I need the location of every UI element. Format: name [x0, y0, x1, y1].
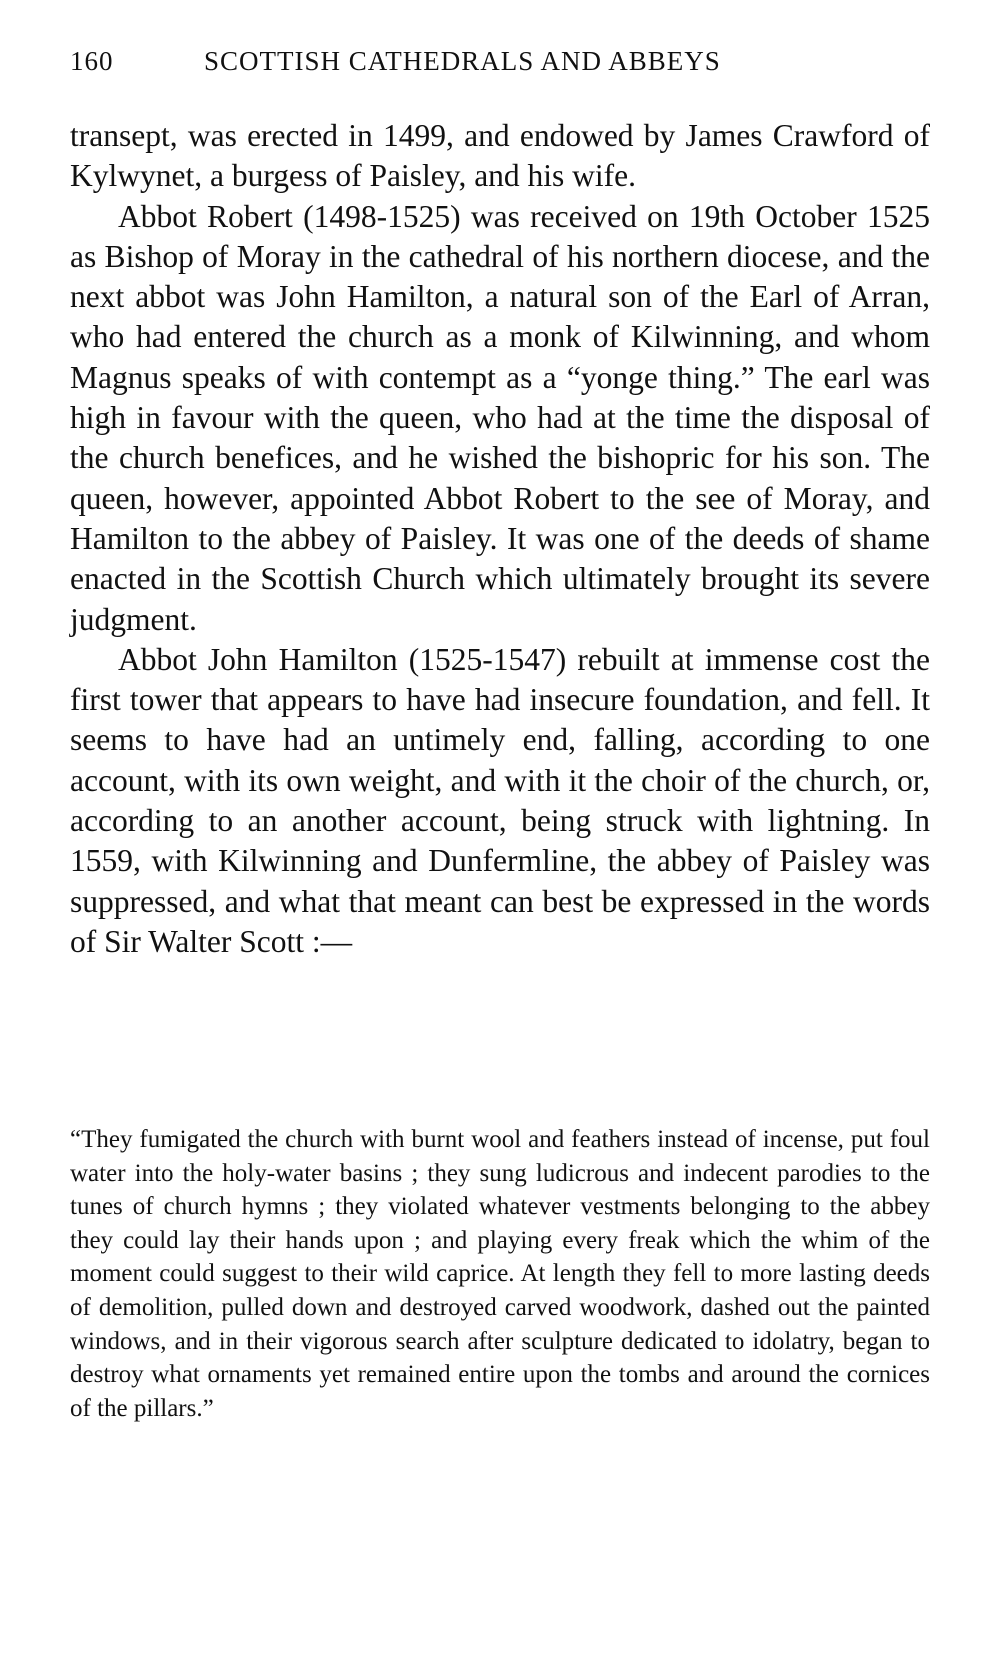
quotation-text: “They fumigated the church with burnt wool and feathers instead of incense, put foul water into the holy-water basins ; they sung ludicrous and indecent parodies to the tunes of church hymns ; they violated whatever vestments belonging to the abbey they could lay their hands upon ; and playing every freak which the whim of the moment could suggest to their wild caprice. At length they fell to more lasting deeds of demolition, pulled down and destroyed carved woodwork, dashed out the painted windows, and in their vigorous search after sculpture dedicated to idolatry, began to destroy what ornaments yet remained entire upon the tombs and around the cornices of the pillars.” [70, 1126, 930, 1422]
running-head [70, 46, 940, 86]
main-text [70, 116, 930, 962]
block-quotation [70, 1123, 930, 1425]
paragraph-abbot-john-hamilton: Abbot John Hamilton (1525-1547) rebuilt at immense cost the first tower that appears to have had insecure foundation, and fell. It seems to have had an untimely end, falling, according to one account, with its own weight, and with it the choir of the church, or, according to an another account, being struck with lightning. In 1559, with Kilwinning and Dunfermline, the abbey of Paisley was suppressed, and what that meant can best be expressed in the words of Sir Walter Scott :— [70, 641, 930, 959]
page-number: 160 [70, 46, 114, 76]
paragraph-abbot-robert: Abbot Robert (1498-1525) was received on 19th October 1525 as Bishop of Moray in the cathedral of his northern diocese, and the next abbot was John Hamilton, a natural son of the Earl of Arran, who had entered the church as a monk of Kilwinning, and whom Magnus speaks of with contempt as a “yonge thing.” The earl was high in favour with the queen, who had at the time the disposal of the church benefices, and he wished the bishopric for his son. The queen, however, appointed Abbot Robert to the see of Moray, and Hamilton to the abbey of Paisley. It was one of the deeds of shame enacted in the Scottish Church which ultimately brought its severe judgment. [70, 198, 930, 637]
running-title: SCOTTISH CATHEDRALS AND ABBEYS [204, 46, 721, 76]
paragraph-continued: transept, was erected in 1499, and endowed by James Crawford of Kylwynet, a burgess of Paisley, and his wife. [70, 118, 930, 194]
